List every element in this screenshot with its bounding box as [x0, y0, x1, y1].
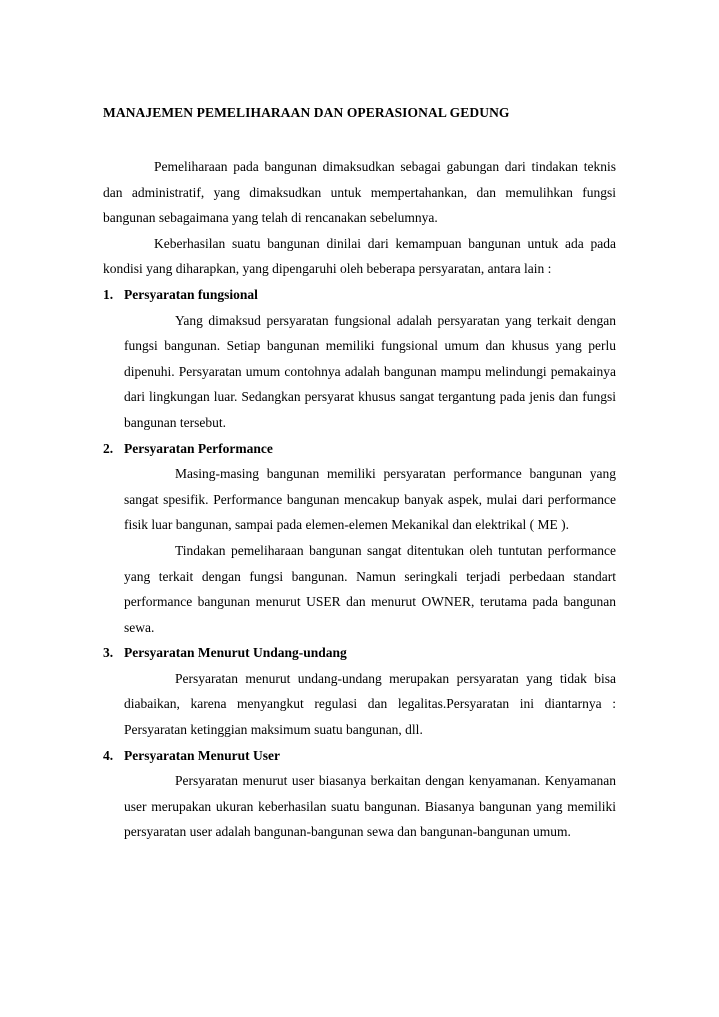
- section-number: 3.: [103, 645, 114, 661]
- section-paragraph: Masing-masing bangunan memiliki persyaratan performance bangunan yang sangat spesifik. Performance bangunan mencakup banyak aspek, mulai dari performance fisik luar bangunan, sampai pada elemen-elemen Mekanikal dan elektrikal ( ME ).: [124, 466, 616, 533]
- section-heading: [103, 640, 616, 666]
- document-page: [103, 104, 616, 845]
- section-4: [103, 743, 616, 845]
- section-paragraph: Tindakan pemeliharaan bangunan sangat ditentukan oleh tuntutan performance yang terkait dengan fungsi bangunan. Namun seringkali terjadi perbedaan standart performance bangunan menurut USER dan menurut OWNER, terutama pada bangunan sewa.: [124, 542, 616, 635]
- section-heading: [103, 743, 616, 769]
- intro-paragraph: Pemeliharaan pada bangunan dimaksudkan sebagai gabungan dari tindakan teknis dan administratif, yang dimaksudkan untuk mempertahankan, dan memulihkan fungsi bangunan sebagaimana yang telah di rencanakan sebelumnya.: [103, 159, 616, 226]
- section-1: [103, 282, 616, 436]
- section-heading: [103, 282, 616, 308]
- section-body: [103, 768, 616, 845]
- section-title: Persyaratan Menurut Undang-undang: [124, 645, 347, 661]
- section-paragraph: Yang dimaksud persyaratan fungsional adalah persyaratan yang terkait dengan fungsi bangunan. Setiap bangunan memiliki fungsional umum dan khusus yang perlu dipenuhi. Persyaratan umum contohnya adalah bangunan mampu melindungi pemakainya dari lingkungan luar. Sedangkan persyarat khusus sangat tergantung pada jenis dan fungsi bangunan tersebut.: [124, 312, 616, 430]
- document-title: MANAJEMEN PEMELIHARAAN DAN OPERASIONAL GEDUNG: [103, 105, 510, 120]
- section-paragraph: Persyaratan menurut user biasanya berkaitan dengan kenyamanan. Kenyamanan user merupakan ukuran keberhasilan suatu bangunan. Biasanya bangunan yang memiliki persyaratan user adalah bangunan-bangunan sewa dan bangunan-bangunan umum.: [124, 773, 616, 840]
- section-2: [103, 436, 616, 641]
- section-number: 1.: [103, 286, 114, 302]
- section-title: Persyaratan fungsional: [124, 286, 258, 302]
- section-body: [103, 308, 616, 436]
- section-3: [103, 640, 616, 742]
- section-title: Persyaratan Performance: [124, 440, 273, 456]
- section-paragraph: Persyaratan menurut undang-undang merupakan persyaratan yang tidak bisa diabaikan, karena menyangkut regulasi dan legalitas.Persyaratan ini diantarnya : Persyaratan ketinggian maksimum suatu bangunan, dll.: [124, 670, 616, 738]
- intro-paragraph: Keberhasilan suatu bangunan dinilai dari kemampuan bangunan untuk ada pada kondisi yang diharapkan, yang dipengaruhi oleh beberapa persyaratan, antara lain :: [103, 235, 616, 277]
- section-body: [103, 666, 616, 743]
- section-title: Persyaratan Menurut User: [124, 747, 280, 763]
- section-heading: [103, 436, 616, 462]
- section-body: [103, 461, 616, 640]
- section-number: 2.: [103, 440, 114, 456]
- section-number: 4.: [103, 747, 114, 763]
